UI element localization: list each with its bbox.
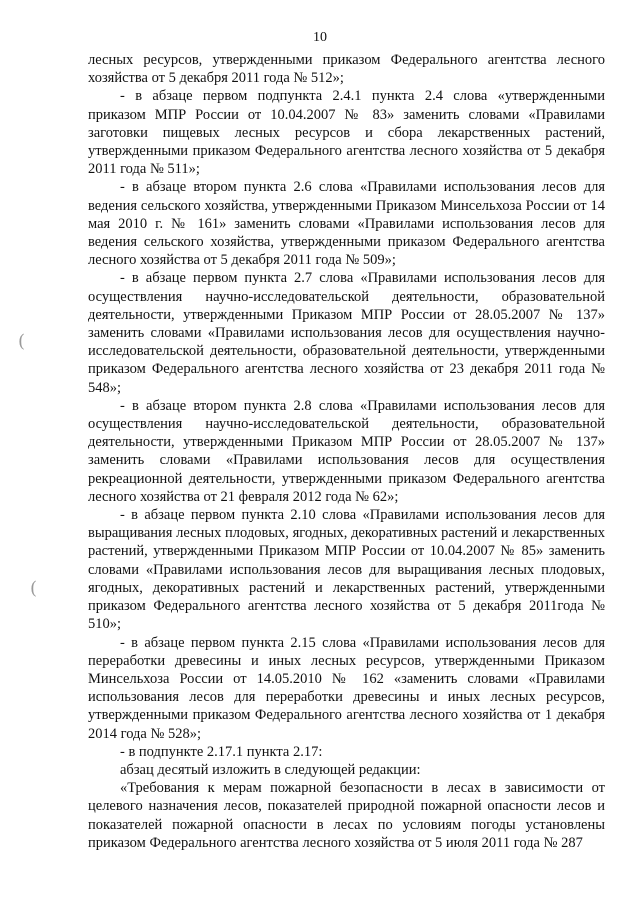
document-body [88,51,605,852]
paragraph: - в абзаце втором пункта 2.6 слова «Правилами использования лесов для ведения сельского хозяйства, утвержденными Приказом Минсельхоза России от 14 мая 2010 г. № 161» заменить словами «Правилами использования лесов для ведения сельского хозяйства, утвержденными приказом Федерального агентства лесного хозяйства от 5 декабря 2011 года № 509»; [88,179,605,269]
paragraph: «Требования к мерам пожарной безопасности в лесах в зависимости от целевого назначения лесов, показателей природной пожарной опасности лесов и показателей пожарной опасности в лесах по условиям погоды установлены приказом Федерального агентства лесного хозяйства от 5 июля 2011 года № 287 [88,780,605,851]
page-number: 10 [313,30,327,45]
paragraph: - в абзаце втором пункта 2.8 слова «Правилами использования лесов для осуществления научно-исследовательской деятельности, образовательной деятельности, утвержденными Приказом МПР России от 28.05.2007 № 137» заменить словами «Правилами использования лесов для осуществления рекреационной деятельности, утвержденными приказом Федерального агентства лесного хозяйства от 21 февраля 2012 года № 62»; [88,397,605,505]
paragraph: абзац десятый изложить в следующей редакции: [120,761,421,778]
margin-mark: ( [30,578,38,599]
paragraph: - в абзаце первом пункта 2.7 слова «Правилами использования лесов для осуществления научно-исследовательской деятельности, образовательной деятельности, утвержденными Приказом МПР России от 28.05.2007 № 137» заменить словами «Правилами использования лесов для осуществления научно-исследовательской деятельности, образовательной деятельности, утвержденными приказом Федерального агентства лесного хозяйства от 23 декабря 2011 года № 548»; [88,270,605,396]
paragraph: - в абзаце первом пункта 2.10 слова «Правилами использования лесов для выращивания лесных плодовых, ягодных, декоративных растений и лекарственных растений, утвержденными Приказом МПР России от 10.04.2007 № 85» заменить словами «Правилами использования лесов для выращивания лесных плодовых, ягодных, декоративных растений и лекарственных растений, утвержденными приказом Федерального агентства лесного хозяйства от 5 декабря 2011года № 510»; [88,507,605,633]
paragraph: лесных ресурсов, утвержденными приказом Федерального агентства лесного хозяйства от 5 декабря 2011 года № 512»; [88,52,605,87]
paragraph: - в абзаце первом пункта 2.15 слова «Правилами использования лесов для переработки древесины и иных лесных ресурсов, утвержденными Приказом Минсельхоза России от 14.05.2010 № 162 «заменить словами «Правилами использования лесов для переработки древесины и иных лесных ресурсов, утвержденными приказом Федерального агентства лесного хозяйства от 1 декабря 2014 года № 528»; [88,634,605,742]
paragraph: - в подпункте 2.17.1 пункта 2.17: [120,743,323,760]
margin-mark: ( [18,331,26,352]
paragraph: - в абзаце первом подпункта 2.4.1 пункта 2.4 слова «утвержденными приказом МПР России от 10.04.2007 № 83» заменить словами «Правилами заготовки пищевых лесных ресурсов и сбора лекарственных растений, утвержденными приказом Федерального агентства лесного хозяйства от 5 декабря 2011 года № 511»; [88,88,605,178]
